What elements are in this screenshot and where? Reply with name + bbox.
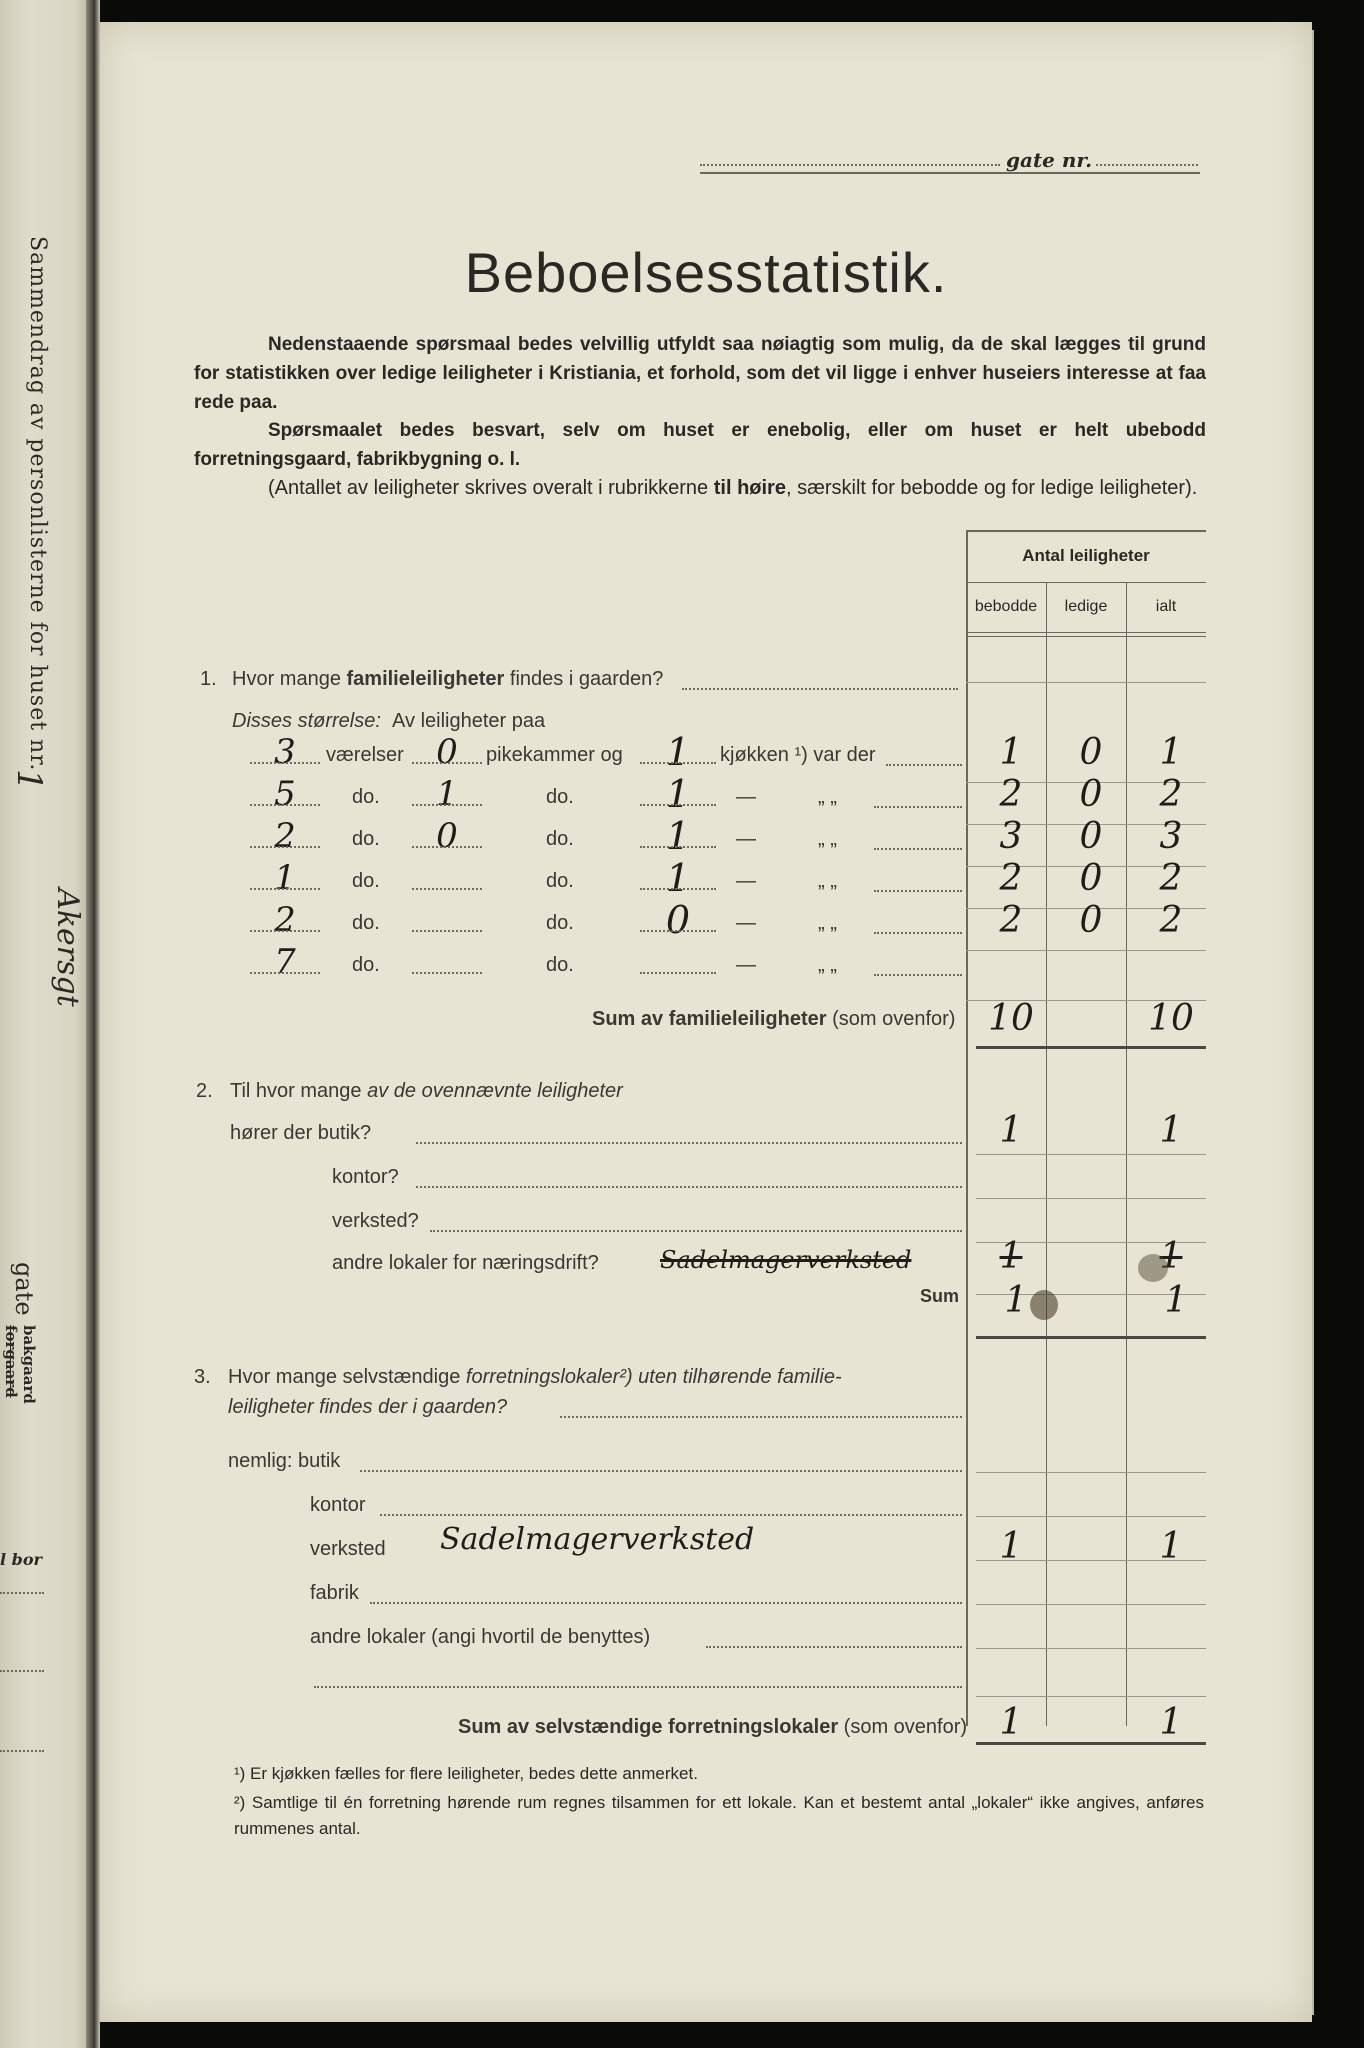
spine-house-nr: 1 [8,769,49,791]
size-row-ledige: 0 [1079,858,1103,899]
q3-andre-label: andre lokaler (angi hvortil de benyttes) [310,1626,651,1648]
q1-number: 1. [200,668,217,690]
size-row-pikekammer-line [412,846,482,848]
row-rule [976,1472,1206,1473]
footnote-1: ¹) Er kjøkken fælles for flere leiligheter, bedes dette anmerket. [234,1764,698,1783]
q2-kontor-label: kontor? [332,1166,399,1188]
size-row-ialt: 2 [1159,774,1183,815]
size-row-quotes: „ „ [818,954,837,976]
row-rule [976,1516,1206,1517]
table-top-rule [966,530,1206,532]
q2-sum-ialt: 1 [1164,1280,1188,1321]
size-row-vaerelser-label: værelser [326,744,404,766]
size-row-leader [886,764,962,766]
q1-sizes-italic: Disses størrelse: [232,710,381,732]
size-row-kjokken-value: 1 [665,814,691,858]
q2-text-b: av de ovennævnte leiligheter [367,1080,623,1102]
size-row-vaerelser-line [250,762,320,764]
spine-street: Akersgt [49,888,85,1007]
intro-paragraph-2-text: Spørsmaalet bedes besvart, selv om huset er enebolig, eller om huset er helt ubebodd forretningsgaard, fabrikbygning o. l. [194,420,1206,470]
size-row-bebodde: 1 [999,732,1023,773]
size-row-pikekammer-value: 0 [436,816,458,856]
row-rule [976,1198,1206,1199]
q3-fabrik-leader [370,1602,962,1604]
size-row-bebodde: 2 [999,774,1023,815]
q2-andre-bebodde: 1 [999,1236,1023,1277]
intro-paragraph-1: Nedenstaaende spørsmaal bedes velvillig utfyldt saa nøiagtig som mulig, da de skal lægges til grund for statistikken over ledige leiligheter i Kristiania, et forhold, som det vil ligge i enhver huseiers interesse at faa rede paa. [194,334,1206,413]
size-row-ialt: 2 [1159,900,1183,941]
q2-butik-leader [416,1142,962,1144]
row-rule [976,1696,1206,1697]
intro-p3-c: , særskilt for bebodde og for ledige leiligheter). [785,477,1198,499]
q1-sum-ialt: 10 [1148,998,1194,1039]
size-row-kjokken-label: kjøkken ¹) var der [720,744,876,766]
row-rule [976,1648,1206,1649]
q3-number: 3. [194,1366,211,1388]
spine-gate-label: gate [10,1262,38,1316]
q1-sum-bebodde: 10 [988,998,1034,1039]
gate-nr-line-right [1096,164,1198,166]
q1-sizes-text: Av leiligheter paa [392,710,546,732]
q1-sum-label [592,1008,955,1031]
q3-verksted-bebodde: 1 [999,1526,1023,1567]
q3-text-line2: leiligheter findes der i gaarden? [228,1396,508,1418]
size-row-vaerelser-value: 5 [274,774,296,814]
size-row-kjokken-line [640,762,716,764]
size-row-do-label-2: do. [546,828,574,850]
spine-bakgaard: bakgaard [20,1325,38,1404]
q2-number: 2. [196,1080,213,1102]
size-row-kjokken-line [640,972,716,974]
size-row-vaerelser-line [250,972,320,974]
size-row-quotes: „ „ [818,786,837,808]
size-row-kjokken-value: 1 [665,730,691,774]
size-row-kjokken-line [640,804,716,806]
size-row-quotes: „ „ [818,912,837,934]
spine-dotline-3 [0,1750,44,1752]
ink-blot [1138,1254,1168,1282]
size-row-quotes: „ „ [818,870,837,892]
size-row-vaerelser-value: 3 [274,732,296,772]
size-row-ledige: 0 [1079,900,1103,941]
size-row-pikekammer-value: 1 [436,774,458,814]
size-row-vaerelser-value: 1 [274,858,296,898]
spine-dotline-2 [0,1670,44,1672]
row-rule [976,1604,1206,1605]
q2-text [230,1080,623,1103]
size-row-ialt: 1 [1159,732,1183,773]
q2-sum-label: Sum [920,1286,960,1306]
size-row-pikekammer-label: pikekammer og [486,744,623,766]
q1-text-a: Hvor mange [232,668,347,690]
q1-leader [682,688,958,690]
size-row-vaerelser-value: 7 [274,942,296,982]
q2-kontor-leader [416,1186,962,1188]
spine-bor: l bor [0,1550,42,1569]
size-row-do-label-2: do. [546,954,574,976]
size-row-do-label-2: do. [546,912,574,934]
col-header-ialt: ialt [1155,598,1177,615]
size-row-pikekammer-line [412,972,482,974]
size-row-vaerelser-line [250,930,320,932]
q2-butik-bebodde: 1 [999,1110,1023,1151]
ink-blot [1030,1290,1058,1320]
q3-blank-line [314,1686,962,1688]
size-row-do-label-2: do. [546,786,574,808]
size-row-ialt: 2 [1159,858,1183,899]
size-row-kjokken-value: 0 [665,898,691,942]
q3-verksted-handwritten: Sadelmagerverksted [440,1522,755,1557]
size-row-leader [874,974,962,976]
table-subhead-rule [966,582,1206,583]
gate-nr-label: gate nr. [1006,148,1093,172]
q3-andre-leader [706,1646,962,1648]
size-row-leader [874,848,962,850]
size-row-dash: — [736,912,756,934]
q1-sum-a: Sum av familieleiligheter [592,1008,827,1030]
size-row-pikekammer-line [412,804,482,806]
q3-text-line1 [228,1366,962,1389]
q2-andre-handwritten: Sadelmagerverksted [660,1246,912,1274]
size-row-kjokken-value: 1 [665,772,691,816]
q2-text-a: Til hvor mange [230,1080,368,1102]
size-row-pikekammer-line [412,762,482,764]
q2-sum-bebodde: 1 [1004,1280,1028,1321]
size-row-dash: — [736,828,756,850]
form-page [100,22,1312,2022]
intro-p3-b: til høire [713,477,786,499]
q3-leader [560,1416,962,1418]
size-row-vaerelser-value: 2 [274,816,296,856]
size-row-kjokken-line [640,888,716,890]
q1-text [232,668,663,691]
size-row-quotes: „ „ [818,828,837,850]
size-row-do-label: do. [352,912,380,934]
size-row-kjokken-value: 1 [665,856,691,900]
q2-verksted-leader [430,1230,962,1232]
row-rule [966,950,1206,951]
intro-p3-a: (Antallet av leiligheter skrives overalt i rubrikkerne [268,477,714,499]
q2-verksted-label: verksted? [332,1210,419,1232]
size-row-bebodde: 3 [999,816,1023,857]
sum-rule-q1 [976,1046,1206,1049]
book-spine [0,0,100,2048]
intro-paragraph-3 [194,474,1206,503]
row-rule [966,682,1206,683]
size-row-dash: — [736,786,756,808]
size-row-kjokken-line [640,846,716,848]
q3-kontor-leader [380,1514,962,1516]
q3-verksted-label: verksted [310,1538,386,1560]
q3-sum-bebodde: 1 [999,1702,1023,1743]
table-left-rule [966,530,968,1726]
intro-paragraph-2 [194,416,1206,474]
q1-sizes-label [232,710,545,733]
q3-sum-a: Sum av selvstændige forretningslokaler [458,1716,839,1738]
size-row-do-label: do. [352,786,380,808]
row-rule [976,1154,1206,1155]
size-row-do-label: do. [352,828,380,850]
size-row-ledige: 0 [1079,816,1103,857]
gate-nr-underline [700,172,1200,174]
q3-verksted-ialt: 1 [1159,1526,1183,1567]
sum-rule-q2 [976,1336,1206,1339]
size-row-leader [874,890,962,892]
q3-text-b: forretningslokaler²) uten tilhørende familie- [465,1366,842,1388]
q1-text-c: findes i gaarden? [504,668,664,690]
footnote-2: ²) Samtlige til én forretning hørende rum regnes tilsammen for ett lokale. Kan et bestemt antal „lokaler“ ikke angives, anføres rummenes antal. [234,1793,1204,1838]
q2-andre-label: andre lokaler for næringsdrift? [332,1252,599,1274]
size-row-pikekammer-line [412,888,482,890]
size-row-vaerelser-line [250,888,320,890]
size-row-pikekammer-value: 0 [436,732,458,772]
q3-sum-label [458,1716,967,1739]
size-row-vaerelser-line [250,846,320,848]
col-header-ledige: ledige [1064,598,1108,615]
table-head-bottom-rule-2 [966,636,1206,637]
size-row-vaerelser-value: 2 [274,900,296,940]
size-row-ledige: 0 [1079,732,1103,773]
size-row-leader [874,932,962,934]
size-row-do-label: do. [352,954,380,976]
q1-text-b: familieleiligheter [346,668,505,690]
q1-sum-b: (som ovenfor) [826,1008,956,1030]
size-row-dash: — [736,870,756,892]
q3-fabrik-label: fabrik [310,1582,359,1604]
gate-nr-line-left [700,164,1000,166]
q3-sum-ialt: 1 [1159,1702,1183,1743]
q3-butik-leader [360,1470,962,1472]
spine-fold [86,0,100,2048]
spine-vertical-text: Sammendrag av personlisterne for huset nr. [25,236,50,772]
size-row-bebodde: 2 [999,900,1023,941]
size-row-bebodde: 2 [999,858,1023,899]
page-title: Beboelsesstatistik. [464,241,948,304]
size-row-kjokken-line [640,930,716,932]
spine-forgaard: forgaard [2,1325,20,1398]
col-header-bebodde: bebodde [974,598,1038,615]
q2-butik-ialt: 1 [1159,1110,1183,1151]
size-row-do-label: do. [352,870,380,892]
size-row-do-label-2: do. [546,870,574,892]
q3-sum-b: (som ovenfor) [838,1716,968,1738]
q3-text-a: Hvor mange selvstændige [228,1366,466,1388]
q2-andre-ialt: 1 [1159,1236,1183,1277]
q3-butik-label: nemlig: butik [228,1450,341,1472]
table-head-bottom-rule [966,632,1206,633]
size-row-leader [874,806,962,808]
size-row-ialt: 3 [1159,816,1183,857]
spine-dotline-1 [0,1592,44,1594]
q3-kontor-label: kontor [310,1494,366,1516]
size-row-vaerelser-line [250,804,320,806]
table-group-header: Antal leiligheter [1022,546,1150,565]
size-row-ledige: 0 [1079,774,1103,815]
q2-butik-label: hører der butik? [230,1122,372,1144]
size-row-dash: — [736,954,756,976]
size-row-pikekammer-line [412,930,482,932]
